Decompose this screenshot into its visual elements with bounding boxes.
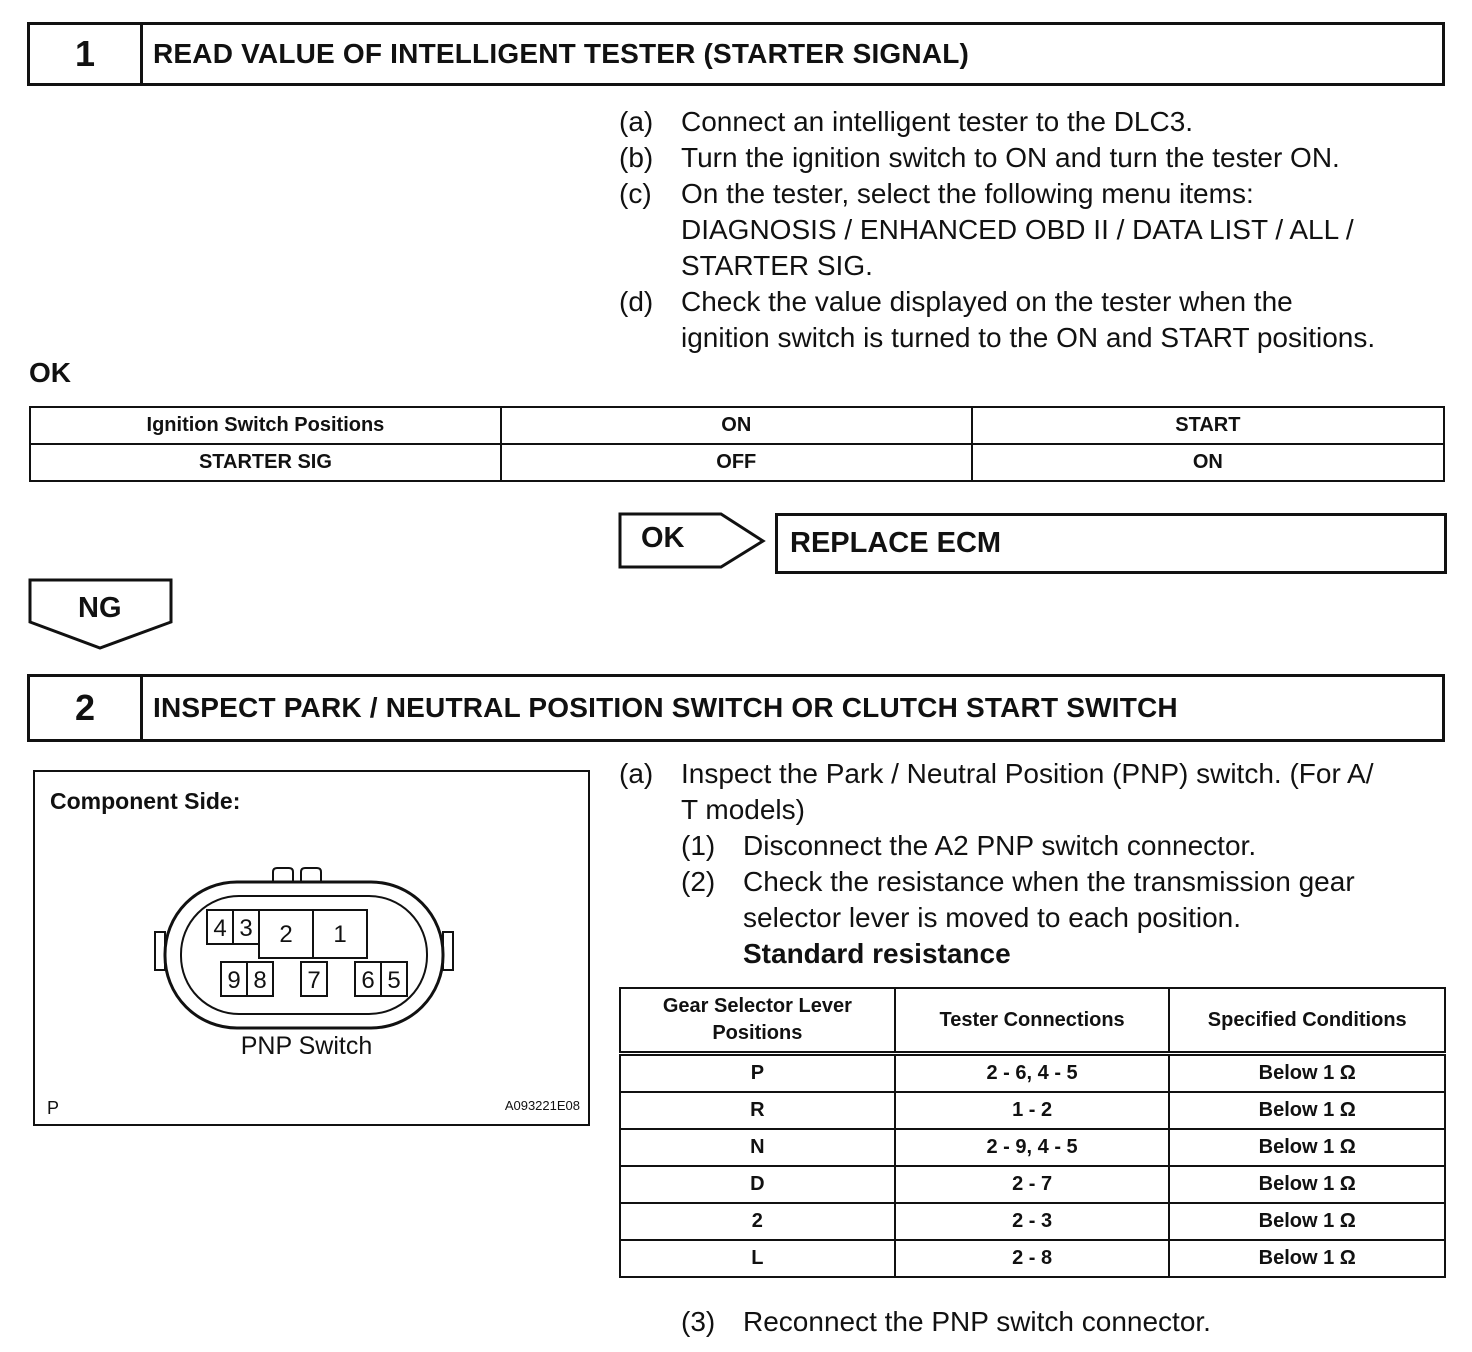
table-cell: ON <box>972 444 1444 481</box>
table-cell: P <box>620 1054 895 1093</box>
instruction-item: (b) Turn the ignition switch to ON and turn the tester ON. <box>619 142 1340 173</box>
table-header-cell: Ignition Switch Positions <box>30 407 501 444</box>
result-label: REPLACE ECM <box>790 527 1002 559</box>
pin-label: 9 <box>227 967 241 994</box>
sub-instruction: (2) Check the resistance when the transmission gear selector lever is moved to each position. Standard resistance <box>619 864 1459 972</box>
table-header-cell: Tester Connections <box>895 988 1170 1054</box>
table-header-row <box>620 988 1445 1054</box>
connector-diagram <box>145 860 465 1040</box>
pin-label: 1 <box>333 921 347 948</box>
table-cell: 2 - 8 <box>895 1240 1170 1277</box>
pin-label: 7 <box>307 967 321 994</box>
table-row <box>620 1240 1445 1277</box>
table-cell: Below 1 Ω <box>1169 1129 1445 1166</box>
figure-corner-left: P <box>47 1098 60 1118</box>
table-cell: 2 - 7 <box>895 1166 1170 1203</box>
table-cell: 1 - 2 <box>895 1092 1170 1129</box>
table-row <box>620 1092 1445 1129</box>
table-header-cell: START <box>972 407 1444 444</box>
pin-label: 6 <box>361 967 375 994</box>
table-cell: L <box>620 1240 895 1277</box>
step-title: READ VALUE OF INTELLIGENT TESTER (STARTER SIGNAL) <box>153 38 970 69</box>
figure-code: A093221E08 <box>504 1098 580 1113</box>
figure-heading: Component Side: <box>50 788 241 814</box>
table-cell: 2 - 9, 4 - 5 <box>895 1129 1170 1166</box>
instruction-item: (d) Check the value displayed on the tester when the ignition switch is turned to the ON and START positions. <box>619 286 1376 353</box>
table-cell: R <box>620 1092 895 1129</box>
pin-label: 4 <box>213 915 227 942</box>
table-header-cell: Gear Selector Lever Positions <box>620 988 895 1054</box>
ok-heading: OK <box>29 357 71 388</box>
instruction-item: (a) Inspect the Park / Neutral Position (PNP) switch. (For A/ T models) <box>619 758 1374 825</box>
standard-resistance-label: Standard resistance <box>743 938 1011 969</box>
sub-instruction: (1) Disconnect the A2 PNP switch connector. <box>681 830 1257 861</box>
table-header-row <box>30 407 1444 444</box>
table-header-cell: ON <box>501 407 972 444</box>
table-cell: STARTER SIG <box>30 444 501 481</box>
table-cell: 2 <box>620 1203 895 1240</box>
instruction-item: (a) Connect an intelligent tester to the DLC3. <box>619 106 1194 137</box>
figure-caption: PNP Switch <box>240 1032 373 1060</box>
table-cell: Below 1 Ω <box>1169 1092 1445 1129</box>
starter-signal-table <box>29 406 1445 482</box>
resistance-table <box>619 987 1446 1278</box>
table-cell: 2 - 6, 4 - 5 <box>895 1054 1170 1093</box>
table-cell: D <box>620 1166 895 1203</box>
table-cell: 2 - 3 <box>895 1203 1170 1240</box>
table-cell: Below 1 Ω <box>1169 1054 1445 1093</box>
table-cell: Below 1 Ω <box>1169 1203 1445 1240</box>
table-cell: N <box>620 1129 895 1166</box>
ng-arrow-label: NG <box>78 592 122 624</box>
step-1-instructions <box>619 104 1459 356</box>
pin-label: 8 <box>253 967 267 994</box>
table-row <box>620 1203 1445 1240</box>
step-1-header <box>27 22 1445 86</box>
table-row <box>620 1166 1445 1203</box>
table-header-cell: Specified Conditions <box>1169 988 1445 1054</box>
ok-arrow-label: OK <box>641 522 685 554</box>
pin-label: 3 <box>239 915 253 942</box>
pnp-switch-figure <box>33 770 590 1126</box>
replace-ecm-box <box>775 513 1447 574</box>
table-row <box>620 1129 1445 1166</box>
step-2-header <box>27 674 1445 742</box>
table-row <box>30 444 1444 481</box>
pin-label: 2 <box>279 921 293 948</box>
step-number: 1 <box>30 25 143 83</box>
table-cell: Below 1 Ω <box>1169 1166 1445 1203</box>
table-row <box>620 1054 1445 1093</box>
step-2-instructions <box>619 756 1459 972</box>
step-number: 2 <box>30 677 143 739</box>
ok-arrow <box>617 511 769 571</box>
pin-label: 5 <box>387 967 401 994</box>
table-cell: Below 1 Ω <box>1169 1240 1445 1277</box>
step-title: INSPECT PARK / NEUTRAL POSITION SWITCH OR CLUTCH START SWITCH <box>153 692 1178 723</box>
instruction-item: (c) On the tester, select the following menu items: DIAGNOSIS / ENHANCED OBD II / DATA LIST / ALL / STARTER SIG. <box>619 178 1354 281</box>
sub-instruction-3: (3) Reconnect the PNP switch connector. <box>681 1306 1211 1337</box>
table-cell: OFF <box>501 444 972 481</box>
